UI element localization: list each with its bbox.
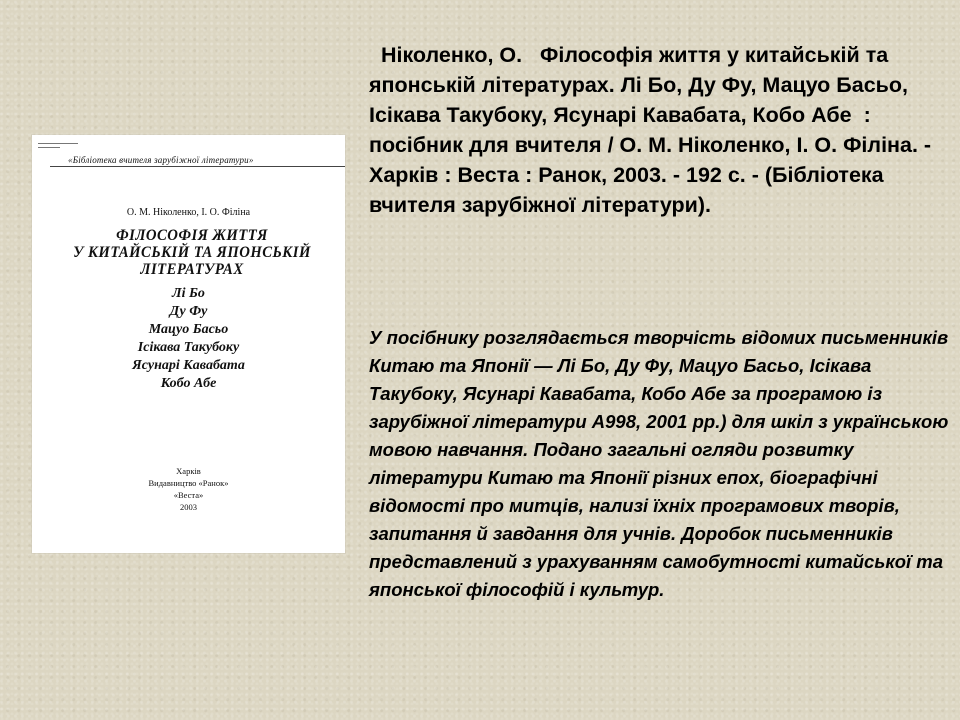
cover-name: Ду Фу: [169, 304, 208, 319]
cover-imprint: [32, 465, 345, 513]
cover-author-names: [32, 285, 345, 393]
cover-series: «Бібліотека вчителя зарубіжної літератури»: [50, 155, 345, 167]
cover-name: Ісікава Такубоку: [137, 340, 240, 355]
cover-name: Лі Бо: [172, 286, 205, 301]
cover-authors: О. М. Ніколенко, І. О. Філіна: [126, 207, 251, 218]
book-annotation: У посібнику розглядається творчість відомих письменників Китаю та Японії — Лі Бо, Ду Фу, Мацуо Басьо, Ісікава Такубоку, Ясунарі Кавабата, Кобо Абе за програмою із зарубіжної літератури А998, 2001 рр.) для шкіл з українською мовою навчання. Подано загальні огляди розвитку літератури Китаю та Японії різних епох, біографічні відомості про митців, нализі їхніх програмових творів, запитання й завдання для учнів. Доробок письменників представлений з урахуванням самобутності китайської та японської філософій і культур.: [369, 327, 949, 600]
cover-name: Кобо Абе: [160, 376, 217, 391]
cover-year: 2003: [180, 502, 197, 512]
cover-name: Мацуо Басьо: [148, 322, 229, 337]
cover-city: Харків: [176, 466, 201, 476]
cover-publisher: Видавництво «Ранок»: [148, 478, 229, 488]
cover-title-line: ФІЛОСОФІЯ ЖИТТЯ: [116, 227, 268, 244]
bibliographic-description: [369, 40, 954, 220]
book-cover-image: [32, 135, 345, 553]
cover-publisher-2: «Веста»: [173, 490, 204, 500]
cover-title-line: ЛІТЕРАТУРАХ: [140, 260, 244, 278]
scan-mark: [38, 147, 60, 148]
scan-mark: [38, 143, 78, 144]
cover-name: Ясунарі Кавабата: [132, 358, 245, 373]
bibliographic-text: Ніколенко, О. Філософія життя у китайській та японській літературах. Лі Бо, Ду Фу, Мацуо Басьо, Ісікава Такубоку, Ясунарі Кавабата, Кобо Абе : посібник для вчителя / О. М. Ніколенко, І. О. Філіна. - Харків : Веста : Ранок, 2003. - 192 с. - (Бібліотека вчителя зарубіжної літератури).: [369, 43, 938, 217]
cover-title-line: У КИТАЙСЬКІЙ ТА ЯПОНСЬКІЙ: [73, 243, 311, 261]
cover-title: [63, 228, 321, 278]
